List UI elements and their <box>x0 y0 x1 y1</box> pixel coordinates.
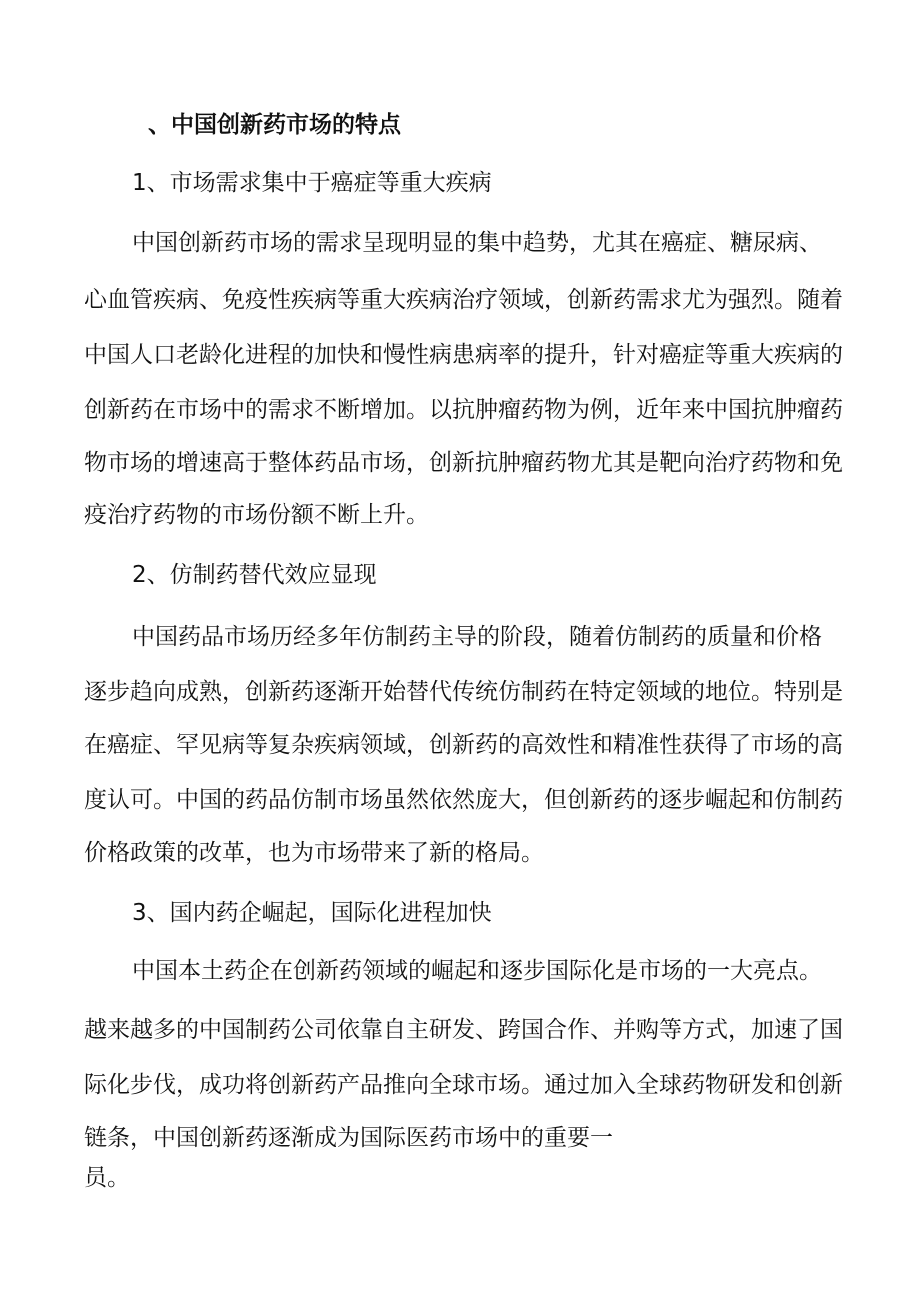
paragraph-1-line-3: 中国人口老龄化进程的加快和慢性病患病率的提升，针对癌症等重大疾病的 <box>84 342 843 368</box>
paragraph-1-line-6: 疫治疗药物的市场份额不断上升。 <box>84 502 429 528</box>
paragraph-1-line-4: 创新药在市场中的需求不断增加。以抗肿瘤药物为例，近年来中国抗肿瘤药 <box>84 397 843 423</box>
paragraph-1-line-1: 中国创新药市场的需求呈现明显的集中趋势，尤其在癌症、糖尿病、 <box>132 230 822 256</box>
paragraph-1-line-5: 物市场的增速高于整体药品市场，创新抗肿瘤药物尤其是靶向治疗药物和免 <box>84 450 843 476</box>
paragraph-2-line-2: 逐步趋向成熟，创新药逐渐开始替代传统仿制药在特定领域的地位。特别是 <box>84 679 843 705</box>
subsection-title-3: 3、国内药企崛起，国际化进程加快 <box>132 900 492 926</box>
paragraph-1-line-2: 心血管疾病、免疫性疾病等重大疾病治疗领域，创新药需求尤为强烈。随着 <box>84 287 843 313</box>
section-heading: 、中国创新药市场的特点 <box>148 112 401 138</box>
paragraph-3-line-1: 中国本土药企在创新药领域的崛起和逐步国际化是市场的一大亮点。 <box>132 958 822 984</box>
subsection-title-2: 2、仿制药替代效应显现 <box>132 562 377 588</box>
paragraph-2-line-3: 在癌症、罕见病等复杂疾病领域，创新药的高效性和精准性获得了市场的高 <box>84 732 843 758</box>
subsection-title-1: 1、市场需求集中于癌症等重大疾病 <box>132 170 492 196</box>
paragraph-3-line-3: 际化步伐，成功将创新药产品推向全球市场。通过加入全球药物研发和创新 <box>84 1072 843 1098</box>
paragraph-3-line-2: 越来越多的中国制药公司依靠自主研发、跨国合作、并购等方式，加速了国 <box>84 1017 843 1043</box>
paragraph-2-line-4: 度认可。中国的药品仿制市场虽然依然庞大，但创新药的逐步崛起和仿制药 <box>84 787 843 813</box>
paragraph-3-line-5: 员。 <box>84 1165 130 1191</box>
paragraph-3-line-4: 链条，中国创新药逐渐成为国际医药市场中的重要一 <box>84 1125 613 1151</box>
paragraph-2-line-1: 中国药品市场历经多年仿制药主导的阶段，随着仿制药的质量和价格 <box>132 624 822 650</box>
paragraph-2-line-5: 价格政策的改革，也为市场带来了新的格局。 <box>84 840 544 866</box>
